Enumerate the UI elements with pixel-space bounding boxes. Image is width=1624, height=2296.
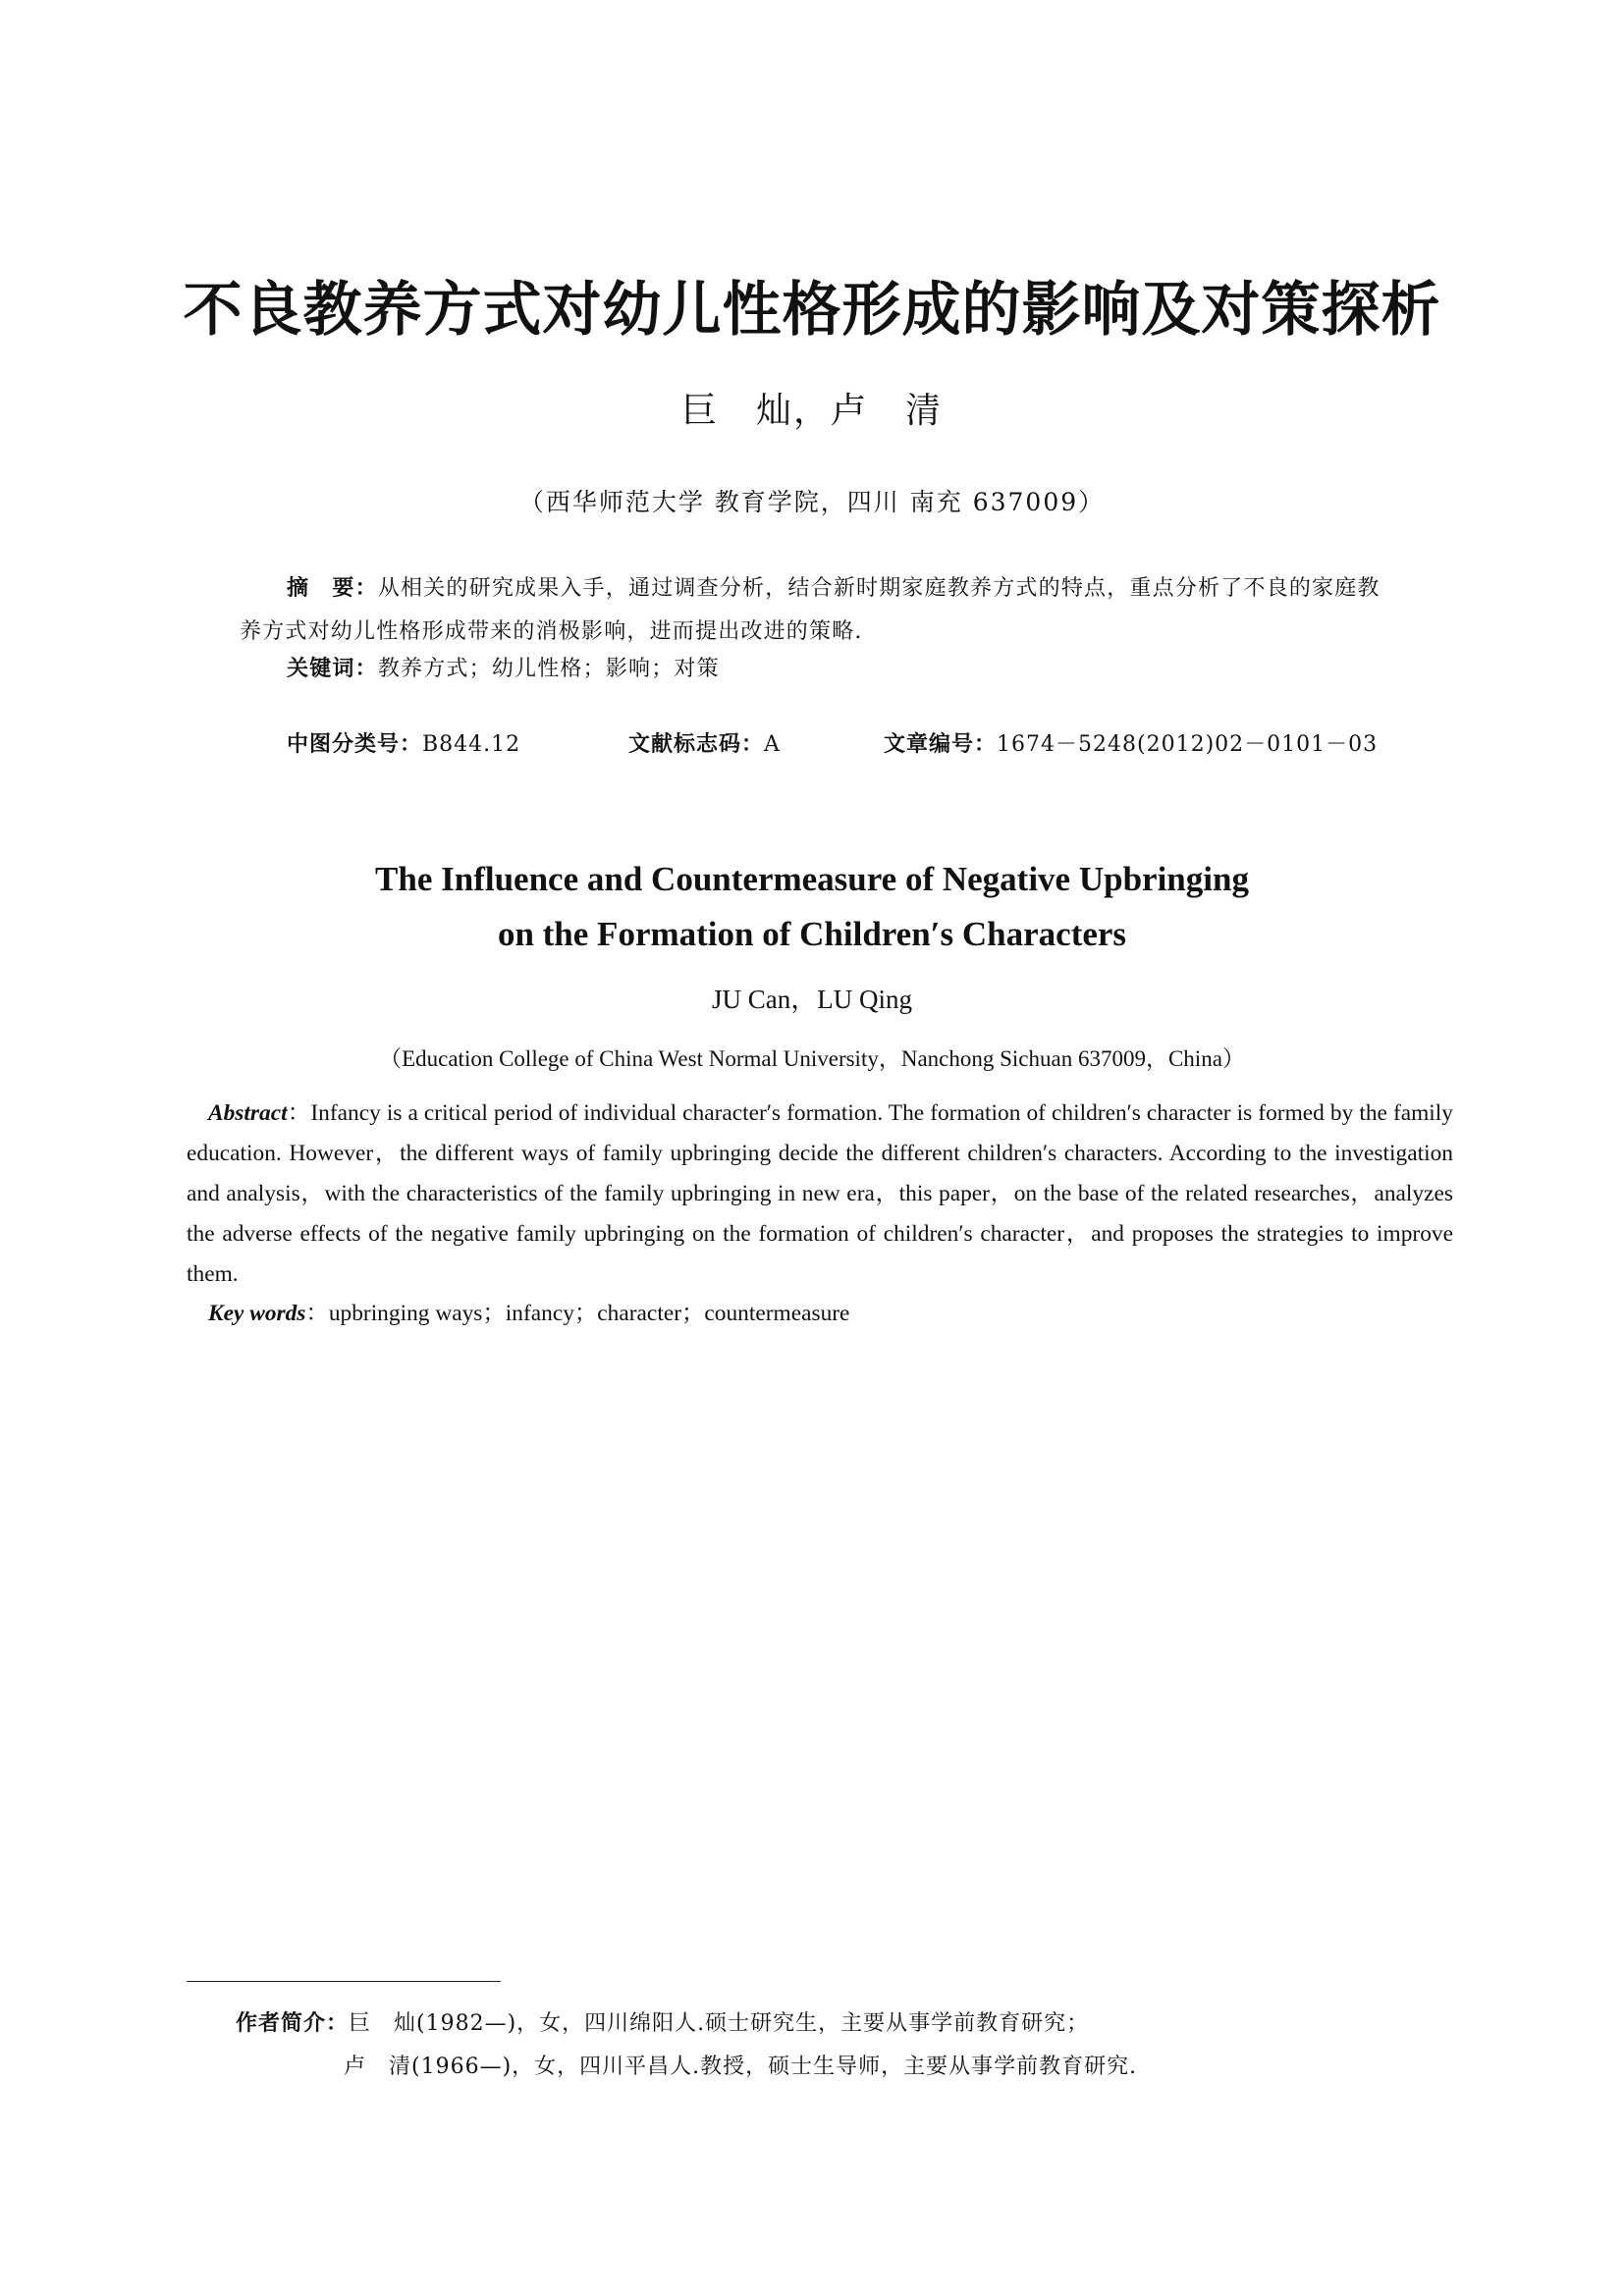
english-abstract-separator: ： [287,1100,311,1126]
chinese-authors: 巨 灿，卢 清 [680,391,943,431]
english-keywords-separator: ： [305,1301,329,1326]
clc-number [287,730,520,760]
article-number [884,730,1378,760]
chinese-abstract-label: 摘 要： [287,576,378,601]
chinese-affiliation: （西华师范大学 教育学院，四川 南充 637009） [518,488,1106,516]
document-code [628,730,781,760]
english-keywords [208,1294,1453,1334]
clc-label: 中图分类号： [287,732,423,757]
english-authors: JU Can，LU Qing [712,985,912,1014]
english-title-line-1: The Influence and Countermeasure of Negative Upbringing [375,860,1249,898]
chinese-title: 不良教养方式对幼儿性格形成的影响及对策探析 [183,276,1441,345]
article-number-value: 1674－5248(2012)02－0101－03 [997,732,1379,757]
clc-value: B844.12 [422,732,521,757]
english-affiliation: （Education College of China West Normal University，Nanchong Sichuan 637009，China） [379,1046,1245,1071]
footnote-divider [187,1981,501,1982]
chinese-keywords-text: 教养方式；幼儿性格；影响；对策 [377,657,720,681]
document-code-value: A [764,732,781,757]
english-keywords-text: upbringing ways；infancy；character；countermeasure [328,1301,850,1326]
english-abstract-label: Abstract [208,1100,288,1126]
chinese-keywords-label: 关键词： [287,657,378,681]
author-footnote [236,2002,1414,2089]
chinese-keywords [287,648,1396,691]
english-title [0,852,1624,962]
chinese-abstract [240,567,1398,654]
english-abstract-text: Infancy is a critical period of individual character′s formation. The formation of children′s character is formed by the family education. However，the different ways of family upbringing decide the different children′s characters. According to the investigation and analysis，with the characteristics of the family upbringing in new era，this paper，on the base of the related researches，analyzes the adverse effects of the negative family upbringing on the formation of children′s character，and proposes the strategies to improve them. [187,1100,1453,1287]
article-number-label: 文章编号： [884,732,998,757]
footnote-author-1: 巨 灿(1982—)，女，四川绵阳人.硕士研究生，主要从事学前教育研究； [349,2011,1090,2036]
footnote-label: 作者简介： [236,2011,350,2036]
document-code-label: 文献标志码： [628,732,765,757]
english-keywords-label: Key words [208,1301,306,1326]
english-title-line-2: on the Formation of Children′s Characters [497,915,1127,953]
chinese-abstract-text: 从相关的研究成果入手，通过调查分析，结合新时期家庭教养方式的特点，重点分析了不良的家庭教养方式对幼儿性格形成带来的消极影响，进而提出改进的策略. [240,576,1380,644]
footnote-author-2: 卢 清(1966—)，女，四川平昌人.教授，硕士生导师，主要从事学前教育研究. [344,2055,1138,2079]
english-abstract [187,1094,1453,1295]
